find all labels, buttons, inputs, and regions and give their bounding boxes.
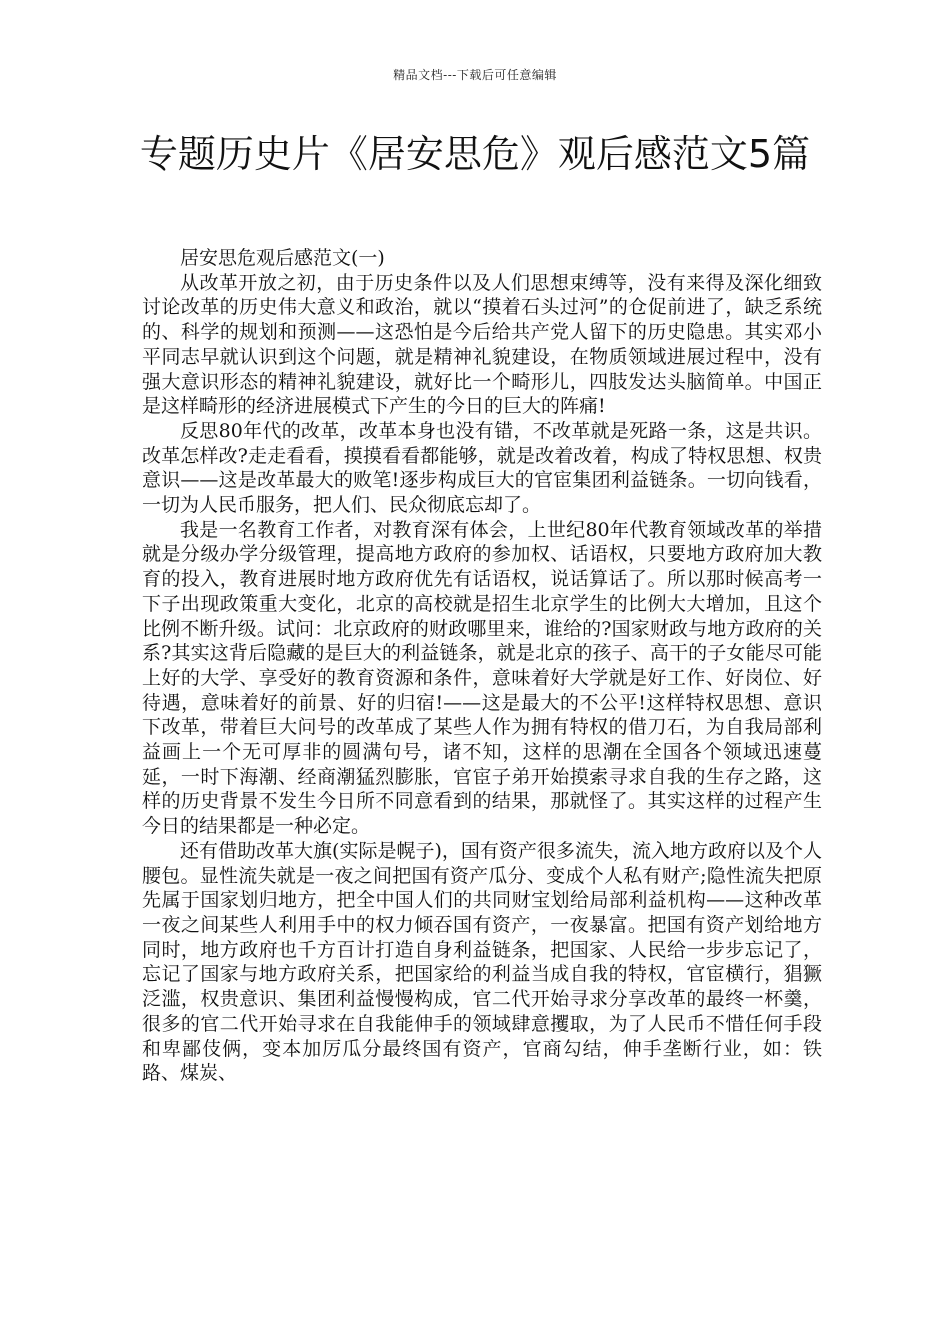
paragraph: 还有借助改革大旗(实际是幌子)，国有资产很多流失，流入地方政府以及个人腰包。显性流失就是一夜之间把国有资产瓜分、变成个人私有财产;隐性流失把原先属于国家划归地方，把全中国人们的共同财宝划给局部利益机构——这种改革一夜之间某些人利用手中的权力倾吞国有资产，一夜暴富。把国有资产划给地方同时，地方政府也千方百计打造自身利益链条，把国家、人民给一步步忘记了，忘记了国家与地方政府关系，把国家给的利益当成自我的特权，官宦横行，猖獗泛滥，权贵意识、集团利益慢慢构成，官二代开始寻求分享改革的最终一杯羹，很多的官二代开始寻求在自我能伸手的领域肆意攫取，为了人民币不惜任何手段和卑鄙伎俩，变本加厉瓜分最终国有资产，官商勾结，伸手垄断行业，如：铁路、煤炭、: [142, 839, 822, 1085]
paragraph: 从改革开放之初，由于历史条件以及人们思想束缚等，没有来得及深化细致讨论改革的历史伟大意义和政治，就以“摸着石头过河”的仓促前进了，缺乏系统的、科学的规划和预测——这恐怕是今后给共产党人留下的历史隐患。其实邓小平同志早就认识到这个问题，就是精神礼貌建设，在物质领域进展过程中，没有强大意识形态的精神礼貌建设，就好比一个畸形儿，四肢发达头脑简单。中国正是这样畸形的经济进展模式下产生的今日的巨大的阵痛!: [142, 271, 822, 418]
paragraph: 我是一名教育工作者，对教育深有体会，上世纪80年代教育领域改革的举措就是分级办学分级管理，提高地方政府的参加权、话语权，只要地方政府加大教育的投入，教育进展时地方政府优先有话语权，说话算话了。所以那时候高考一下子出现政策重大变化，北京的高校就是招生北京学生的比例大大增加，且这个比例不断升级。试问：北京政府的财政哪里来，谁给的?国家财政与地方政府的关系?其实这背后隐藏的是巨大的利益链条，就是北京的孩子、高干的子女能尽可能上好的大学、享受好的教育资源和条件，意味着好大学就是好工作、好岗位、好待遇，意味着好的前景、好的归宿!——这是最大的不公平!这样特权思想、意识下改革，带着巨大问号的改革成了某些人作为拥有特权的借刀石，为自我局部利益画上一个无可厚非的圆满句号，诸不知，这样的思潮在全国各个领域迅速蔓延，一时下海潮、经商潮猛烈膨胀，官宦子弟开始摸索寻求自我的生存之路，这样的历史背景不发生今日所不同意看到的结果，那就怪了。其实这样的过程产生今日的结果都是一种必定。: [142, 518, 822, 838]
header-note: 精品文档---下载后可任意编辑: [393, 68, 557, 82]
paragraph: 反思80年代的改革，改革本身也没有错，不改革就是死路一条，这是共识。改革怎样改?走走看看，摸摸看看都能够，就是改着改着，构成了特权思想、权贵意识——这是改革最大的败笔!逐步构成巨大的官宦集团利益链条。一切向钱看，一切为人民币服务，把人们、民众彻底忘却了。: [142, 419, 822, 517]
section-heading: 居安思危观后感范文(一): [180, 247, 385, 269]
document-title: 专题历史片《居安思危》观后感范文5篇: [139, 132, 811, 176]
document-body: [142, 246, 822, 1086]
